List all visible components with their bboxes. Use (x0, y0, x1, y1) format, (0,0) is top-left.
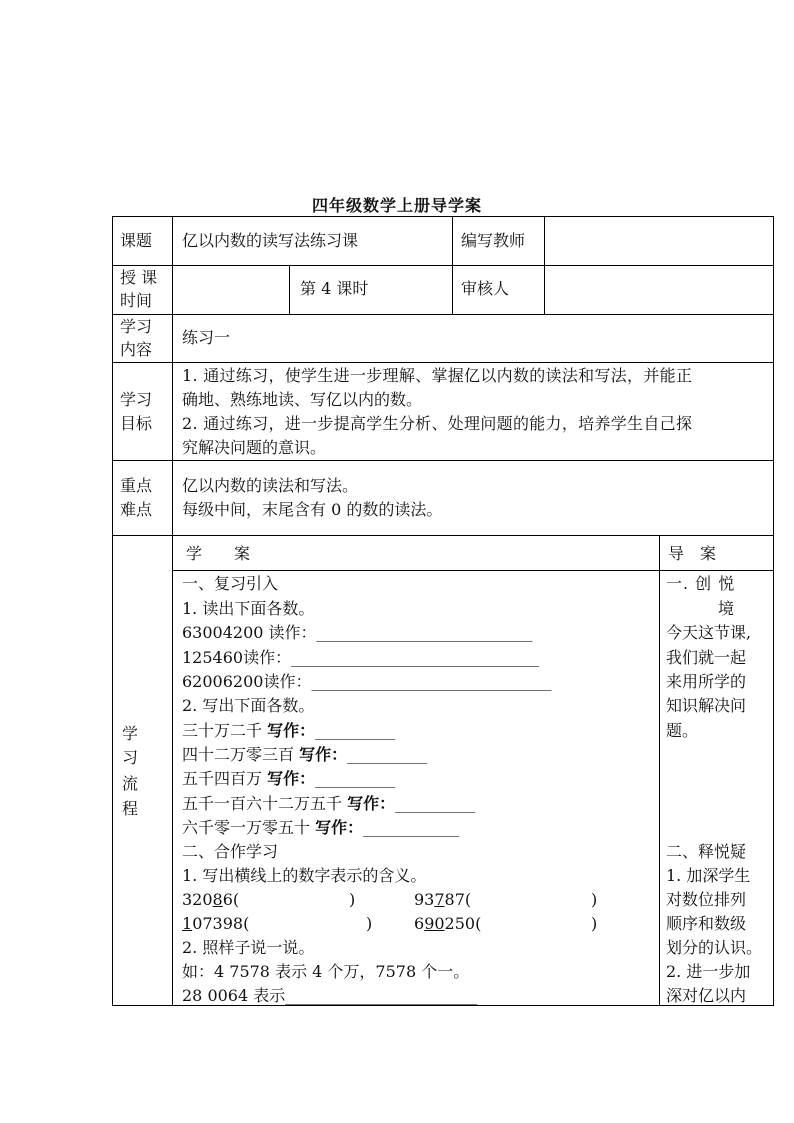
answer-blank[interactable]: ___________________________ (316, 623, 533, 642)
topic-label: 课题 (120, 231, 153, 250)
time-label-line1: 授 课 (120, 268, 158, 287)
meaning-close: ) (366, 914, 373, 933)
time-label-line2: 时间 (120, 291, 153, 310)
guide-part2-title: 二、释悦疑 (666, 842, 747, 861)
lesson-number: 第 4 课时 (300, 279, 369, 298)
guide-text-line: 今天这节课, (666, 623, 752, 642)
answer-blank[interactable]: ____________ (363, 818, 460, 837)
meaning-close: ) (349, 890, 356, 909)
goals-label-line2: 目标 (120, 414, 153, 433)
goals-line: 2. 通过练习，进一步提高学生分析、处理问题的能力，培养学生自己探 (182, 414, 693, 433)
editor-label: 编写教师 (461, 231, 526, 250)
guide-text-line: 顺序和数级 (666, 914, 747, 933)
example-text: 如：4 7578 表示 4 个万，7578 个一。 (182, 962, 470, 981)
goals-label-line1: 学习 (120, 390, 153, 409)
meaning-item: 93787( (414, 890, 472, 909)
answer-blank[interactable]: ________________________ (285, 986, 478, 1005)
read-item: 125460读作：_______________________________ (182, 648, 540, 667)
write-item: 六千零一万零五十 写作：____________ (182, 818, 460, 837)
content-label-line1: 学习 (120, 317, 153, 336)
meaning-close: ) (591, 890, 598, 909)
section-cooperate-title: 二、合作学习 (182, 842, 279, 861)
answer-blank[interactable]: __________ (315, 769, 396, 788)
question-write: 2. 写出下面各数。 (182, 696, 315, 715)
guide-text-line: 对数位排列 (666, 890, 747, 909)
guide-part1-title-2: 境 (718, 599, 735, 618)
keypoints-line: 每级中间，末尾含有 0 的数的读法。 (182, 500, 443, 519)
page-title: 四年级数学上册导学案 (311, 196, 482, 215)
answer-blank[interactable]: __________ (347, 745, 428, 764)
flow-label-char: 程 (122, 799, 139, 818)
flow-label-char: 流 (122, 774, 139, 793)
read-item: 63004200 读作：___________________________ (182, 623, 533, 642)
content-value: 练习一 (182, 328, 231, 347)
content-label-line2: 内容 (120, 340, 153, 359)
guide-text-line: 题。 (666, 721, 699, 740)
guide-text-line: 我们就一起 (666, 648, 747, 667)
plan-header: 学 案 (186, 544, 251, 563)
topic-value: 亿以内数的读写法练习课 (182, 231, 359, 250)
write-item: 五千一百六十二万五千 写作：__________ (182, 794, 476, 813)
flow-label-char: 习 (122, 748, 139, 767)
section-review-title: 一、复习引入 (182, 574, 279, 593)
guide-text-line: 来用所学的 (666, 672, 747, 691)
goals-line: 究解决问题的意识。 (182, 438, 327, 457)
guide-text-line: 深对亿以内 (666, 986, 747, 1005)
goals-line: 1. 通过练习，使学生进一步理解、掌握亿以内数的读法和写法，并能正 (182, 366, 693, 385)
goals-line: 确地、熟练地读、写亿以内的数。 (182, 390, 423, 409)
write-item: 三十万二千 写作：__________ (182, 721, 396, 740)
reviewer-label: 审核人 (461, 279, 510, 298)
guide-part1-title: 一. 创 悦 (666, 574, 736, 593)
write-item: 五千四百万 写作：__________ (182, 769, 396, 788)
guide-text-line: 1. 加深学生 (666, 866, 751, 885)
keypoints-label-line2: 难点 (120, 500, 153, 519)
meaning-item: 107398( (182, 914, 250, 933)
keypoints-line: 亿以内数的读法和写法。 (182, 476, 359, 495)
meaning-item: 32086( (182, 890, 240, 909)
guide-text-line: 知识解决问 (666, 696, 747, 715)
guide-header: 导 案 (668, 544, 717, 563)
read-item: 62006200读作：______________________________ (182, 672, 552, 691)
question-read: 1. 读出下面各数。 (182, 599, 315, 618)
answer-blank[interactable]: _______________________________ (291, 648, 540, 667)
write-item: 四十二万零三百 写作：__________ (182, 745, 428, 764)
answer-blank[interactable]: __________ (315, 721, 396, 740)
guide-text-line: 2. 进一步加 (666, 962, 751, 981)
flow-label-char: 学 (122, 724, 139, 743)
exercise-item: 28 0064 表示________________________ (182, 986, 478, 1005)
question-example: 2. 照样子说一说。 (182, 938, 315, 957)
answer-blank[interactable]: __________ (395, 794, 476, 813)
meaning-item: 690250( (414, 914, 482, 933)
guide-text-line: 划分的认识。 (666, 938, 763, 957)
answer-blank[interactable]: ______________________________ (311, 672, 552, 691)
question-meaning: 1. 写出横线上的数字表示的含义。 (182, 866, 427, 885)
meaning-close: ) (591, 914, 598, 933)
keypoints-label-line1: 重点 (120, 476, 153, 495)
